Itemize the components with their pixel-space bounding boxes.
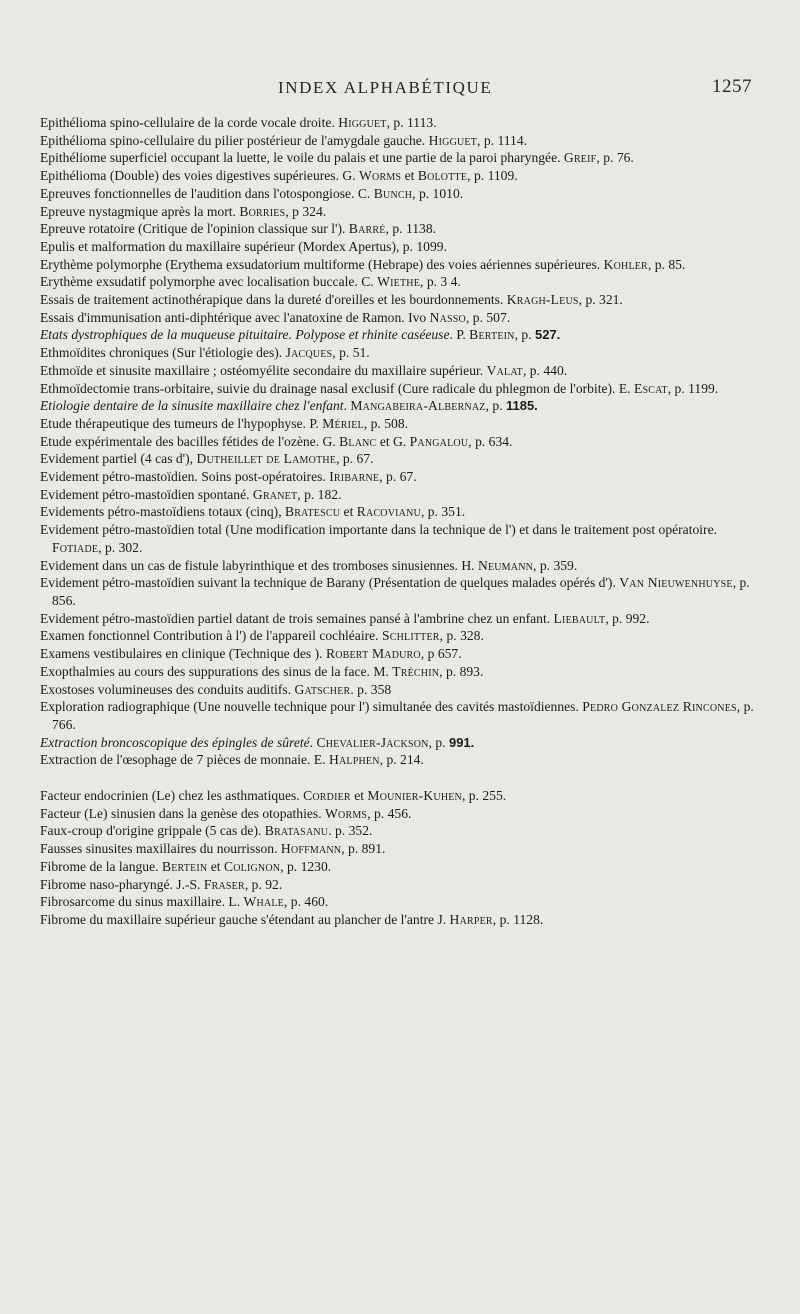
entry-author: Dutheillet de Lamothe <box>196 451 337 467</box>
entry-author: Wiethe <box>377 274 421 290</box>
entry-author: Gatscher <box>294 681 351 697</box>
index-entry <box>40 805 760 823</box>
entry-page-ref: . p. 358 <box>350 681 392 697</box>
index-entry <box>40 309 760 327</box>
index-entry <box>40 326 760 344</box>
index-entry <box>40 415 760 433</box>
entry-text: Examens vestibulaires en clinique (Technique des ). <box>40 646 326 662</box>
entry-text: Etude thérapeutique des tumeurs de l'hypophyse. P. <box>40 415 323 431</box>
index-entry <box>40 486 760 504</box>
index-entry <box>40 627 760 645</box>
entry-author: Higguet <box>338 115 387 130</box>
entry-page-ref: , p. 634. <box>468 433 513 449</box>
index-entry <box>40 238 760 256</box>
entry-author: Chevalier-Jackson <box>316 734 429 750</box>
entry-page-ref: , p. 456. <box>367 805 412 821</box>
index-entry <box>40 450 760 468</box>
index-entries <box>40 114 760 929</box>
entry-page-ref: , p. <box>485 398 506 414</box>
entry-page-ref: , p. 766. <box>52 699 754 732</box>
entry-conjunction: et <box>207 858 224 874</box>
entry-text: Evidement pétro-mastoïdien total (Une modification importante dans la technique de l') et dans le traitement post opératoire. <box>40 522 718 538</box>
entry-author: Neumann <box>477 557 534 573</box>
index-entry <box>40 203 760 221</box>
index-entry <box>40 132 760 150</box>
entry-italic-title: Etiologie dentaire de la sinusite maxillaire chez l'enfant <box>40 398 344 414</box>
entry-author: Hoffmann <box>280 841 342 857</box>
entry-text: Fibrosarcome du sinus maxillaire. L. <box>40 894 244 910</box>
entry-text: Epulis et malformation du maxillaire supérieur (Mordex Apertus), p. 1099. <box>40 238 447 254</box>
entry-page-number: 527. <box>534 327 561 343</box>
index-entry <box>40 663 760 681</box>
entry-conjunction: et <box>401 168 418 184</box>
entry-conjunction: et G. <box>376 433 410 449</box>
entry-text: Evidement pétro-mastoïdien spontané. <box>40 486 253 502</box>
entry-page-ref: , p. 891. <box>341 841 386 857</box>
entry-page-ref: , p. 507. <box>465 309 511 325</box>
entry-page-ref: , p. 51. <box>332 345 370 361</box>
index-entry <box>40 380 760 398</box>
entry-author: Kohler <box>603 256 648 272</box>
index-entry <box>40 362 760 380</box>
entry-text: Examen fonctionnel Contribution à l') de l'appareil cochléaire. <box>40 628 382 644</box>
entry-author: Bunch <box>373 185 413 201</box>
entry-author: Bolotte <box>417 168 468 184</box>
entry-page-ref: , p. 321. <box>578 292 623 308</box>
entry-conjunction: et <box>350 788 368 804</box>
section-gap <box>40 769 760 787</box>
entry-page-ref: , p. 76. <box>596 150 634 166</box>
index-entry <box>40 433 760 451</box>
entry-page-ref: , p. <box>514 327 535 343</box>
index-entry <box>40 840 760 858</box>
entry-italic-title: Extraction broncoscopique des épingles de sûreté <box>40 734 310 750</box>
index-entry <box>40 256 760 274</box>
entry-author: Kragh-Leus <box>506 292 579 308</box>
entry-author: Iribarne <box>329 469 380 485</box>
entry-page-ref: , p. 1113. <box>386 115 437 130</box>
entry-text: Facteur (Le) sinusien dans la genèse des otopathies. <box>40 805 326 821</box>
entry-author: Bertein <box>161 858 208 874</box>
entry-author: Bratescu <box>285 504 341 520</box>
index-entry <box>40 681 760 699</box>
entry-author: Worms <box>359 168 402 184</box>
entry-author: Bratasanu <box>264 823 329 839</box>
index-entry <box>40 273 760 291</box>
entry-text: Faux-croup d'origine grippale (5 cas de). <box>40 823 265 839</box>
index-entry <box>40 893 760 911</box>
entry-page-number: 991. <box>448 734 475 750</box>
entry-page-ref: , p. 302. <box>98 539 143 555</box>
entry-author: Higguet <box>428 132 478 148</box>
entry-text: Evidements pétro-mastoïdiens totaux (cinq), <box>40 504 286 520</box>
entry-text: Epithélioma (Double) des voies digestives supérieures. G. <box>40 168 360 184</box>
entry-author: Robert Maduro <box>325 646 421 662</box>
entry-text: Essais d'immunisation anti-diphtérique avec l'anatoxine de Ramon. Ivo <box>40 309 430 325</box>
index-entry <box>40 698 760 733</box>
index-entry <box>40 734 760 752</box>
entry-text: Evidement dans un cas de fistule labyrinthique et des tromboses sinusiennes. H. <box>40 557 478 573</box>
index-entry <box>40 557 760 575</box>
entry-page-ref: , p 657. <box>420 646 462 662</box>
page-header <box>0 78 800 100</box>
entry-author: Barré <box>348 221 386 237</box>
entry-text: Epreuves fonctionnelles de l'audition dans l'otospongiose. C. <box>40 185 374 201</box>
index-entry <box>40 220 760 238</box>
entry-text: Ethmoïdectomie trans-orbitaire, suivie du drainage nasal exclusif (Cure radicale du phlegmon de l'orbite). E. <box>40 380 634 396</box>
index-entry <box>40 911 760 929</box>
entry-text: . <box>309 734 317 750</box>
entry-text: Epithélioma spino-cellulaire de la corde vocale droite. <box>40 115 339 130</box>
index-entry <box>40 149 760 167</box>
entry-page-ref: , p. 1128. <box>492 911 544 927</box>
entry-text: Etude expérimentale des bacilles fétides de l'ozène. G. <box>40 433 340 449</box>
entry-author: Blanc <box>339 433 377 449</box>
index-entry <box>40 114 760 132</box>
entry-author: Cordier <box>303 788 351 804</box>
entry-page-ref: , p. 92. <box>244 876 283 892</box>
entry-author: Nasso <box>429 309 466 325</box>
entry-author: Schlitter <box>381 628 440 644</box>
entry-text: Erythème polymorphe (Erythema exsudatorium multiforme (Hebrape) des voies aériennes supérieures. <box>40 256 604 272</box>
entry-author: Racovianu <box>356 504 421 520</box>
entry-text: Exostoses volumineuses des conduits auditifs. <box>40 681 295 697</box>
entry-author: Greif <box>563 150 597 166</box>
index-entry <box>40 876 760 894</box>
index-entry <box>40 574 760 609</box>
entry-text: Erythème exsudatif polymorphe avec localisation buccale. C. <box>40 274 378 290</box>
entry-page-ref: , p. 351. <box>420 504 466 520</box>
entry-page-ref: , p. 440. <box>522 362 568 378</box>
entry-text: Exploration radiographique (Une nouvelle technique pour l') simultanée des cavités mastoïdiennes. <box>40 699 583 715</box>
entry-page-ref: , p. 359. <box>533 557 578 573</box>
index-entry <box>40 503 760 521</box>
entry-text: Ethmoïdites chroniques (Sur l'étiologie des). <box>40 345 286 361</box>
entry-author: Worms <box>325 805 368 821</box>
index-entry <box>40 787 760 805</box>
index-entry <box>40 468 760 486</box>
index-entry <box>40 185 760 203</box>
entry-page-ref: , p. 893. <box>439 663 484 679</box>
index-entry <box>40 291 760 309</box>
entry-text: Epreuve rotatoire (Critique de l'opinion classique sur l'). <box>40 221 349 237</box>
entry-author: Granet <box>252 486 298 502</box>
entry-page-ref: , p. 67. <box>336 451 374 467</box>
entry-page-ref: , p. 1114. <box>477 132 528 148</box>
entry-author: Fotiade <box>52 539 99 555</box>
index-entry <box>40 751 760 769</box>
entry-page-ref: , p. 1109. <box>467 168 518 184</box>
entry-author: Halphen <box>328 752 380 768</box>
entry-page-ref: , p. 856. <box>52 575 750 608</box>
entry-italic-title: Etats dystrophiques de la muqueuse pituitaire. Polypose et rhinite caséeuse <box>40 327 450 343</box>
entry-author: Jacques <box>285 345 333 361</box>
entry-conjunction: et <box>340 504 357 520</box>
entry-text: Fibrome du maxillaire supérieur gauche s'étendant au plancher de l'antre J. <box>40 911 450 927</box>
entry-page-ref: , p. 1010. <box>412 185 464 201</box>
entry-page-ref: , p. 255. <box>461 788 507 804</box>
entry-author: Escat <box>633 380 668 396</box>
entry-author: Bertein <box>469 327 515 343</box>
index-entry <box>40 344 760 362</box>
entry-text: Epithéliome superficiel occupant la luette, le voile du palais et une partie de la paroi pharyngée. <box>40 150 564 166</box>
index-entry <box>40 397 760 415</box>
entry-text: Evidement pétro-mastoïdien partiel datant de trois semaines pansé à l'ambrine chez un enfant. <box>40 610 554 626</box>
index-entry <box>40 610 760 628</box>
index-entry <box>40 645 760 663</box>
index-entry <box>40 521 760 556</box>
entry-page-ref: , p. 1138. <box>385 221 437 237</box>
entry-text: Extraction de l'œsophage de 7 pièces de monnaie. E. <box>40 752 329 768</box>
entry-page-ref: , p. 460. <box>284 894 329 910</box>
entry-author: Pangalou <box>409 433 469 449</box>
entry-text: Facteur endocrinien (Le) chez les asthmatiques. <box>40 788 304 804</box>
entry-text: Epreuve nystagmique après la mort. <box>40 203 240 219</box>
entry-page-ref: . p. 352. <box>328 823 373 839</box>
index-entry <box>40 858 760 876</box>
entry-author: Colignon <box>223 858 281 874</box>
entry-author: Liebault <box>553 610 606 626</box>
entry-page-ref: , p. 85. <box>647 256 686 272</box>
entry-author: Tréchin <box>392 663 440 679</box>
index-entry <box>40 167 760 185</box>
entry-author: Whale <box>243 894 284 910</box>
entry-text: Ethmoïde et sinusite maxillaire ; ostéomyélite secondaire du maxillaire supérieur. <box>40 362 487 378</box>
entry-page-ref: , p. 508. <box>363 415 409 431</box>
entry-text: Evidement pétro-mastoïdien. Soins post-opératoires. <box>40 469 330 485</box>
entry-author: Mériel <box>322 415 364 431</box>
entry-page-number: 1185. <box>505 398 538 414</box>
entry-author: Mounier-Kuhen <box>367 788 462 804</box>
entry-text: . P. <box>449 327 470 343</box>
entry-author: Mangabeira-Albernaz <box>350 398 486 414</box>
entry-page-ref: , p. 67. <box>379 469 417 485</box>
entry-page-ref: , p 324. <box>285 203 327 219</box>
entry-author: Borries <box>239 203 286 219</box>
entry-author: Harper <box>449 911 493 927</box>
entry-author: Fraser <box>203 876 245 892</box>
page-number: 1257 <box>712 76 752 97</box>
running-title: INDEX ALPHABÉTIQUE <box>278 78 493 97</box>
entry-text: Evidement partiel (4 cas d'), <box>40 451 197 467</box>
entry-page-ref: , p. 992. <box>605 610 650 626</box>
index-entry <box>40 822 760 840</box>
entry-text: Epithélioma spino-cellulaire du pilier postérieur de l'amygdale gauche. <box>40 132 429 148</box>
entry-page-ref: , p. 1230. <box>280 858 332 874</box>
entry-page-ref: , p. 1199. <box>667 380 719 396</box>
entry-page-ref: , p. 182. <box>297 486 342 502</box>
entry-page-ref: , p. 328. <box>439 628 484 644</box>
entry-page-ref: , p. 3 4. <box>420 274 461 290</box>
entry-text: . <box>343 398 351 414</box>
entry-text: Essais de traitement actinothérapique dans la dureté d'oreilles et les bourdonnements. <box>40 292 507 308</box>
entry-author: Van Nieuwenhuyse <box>619 575 733 591</box>
entry-text: Fibrome naso-pharyngé. J.-S. <box>40 876 204 892</box>
entry-text: Fausses sinusites maxillaires du nourrisson. <box>40 841 281 857</box>
entry-author: Valat <box>486 362 523 378</box>
entry-text: Fibrome de la langue. <box>40 858 162 874</box>
entry-page-ref: , p. 214. <box>379 752 424 768</box>
entry-text: Exopthalmies au cours des suppurations des sinus de la face. M. <box>40 663 393 679</box>
entry-author: Pedro Gonzalez Rincones <box>582 699 737 715</box>
entry-text: Evidement pétro-mastoïdien suivant la technique de Barany (Présentation de quelques malades opérés d'). <box>40 575 620 591</box>
entry-page-ref: , p. <box>428 734 449 750</box>
